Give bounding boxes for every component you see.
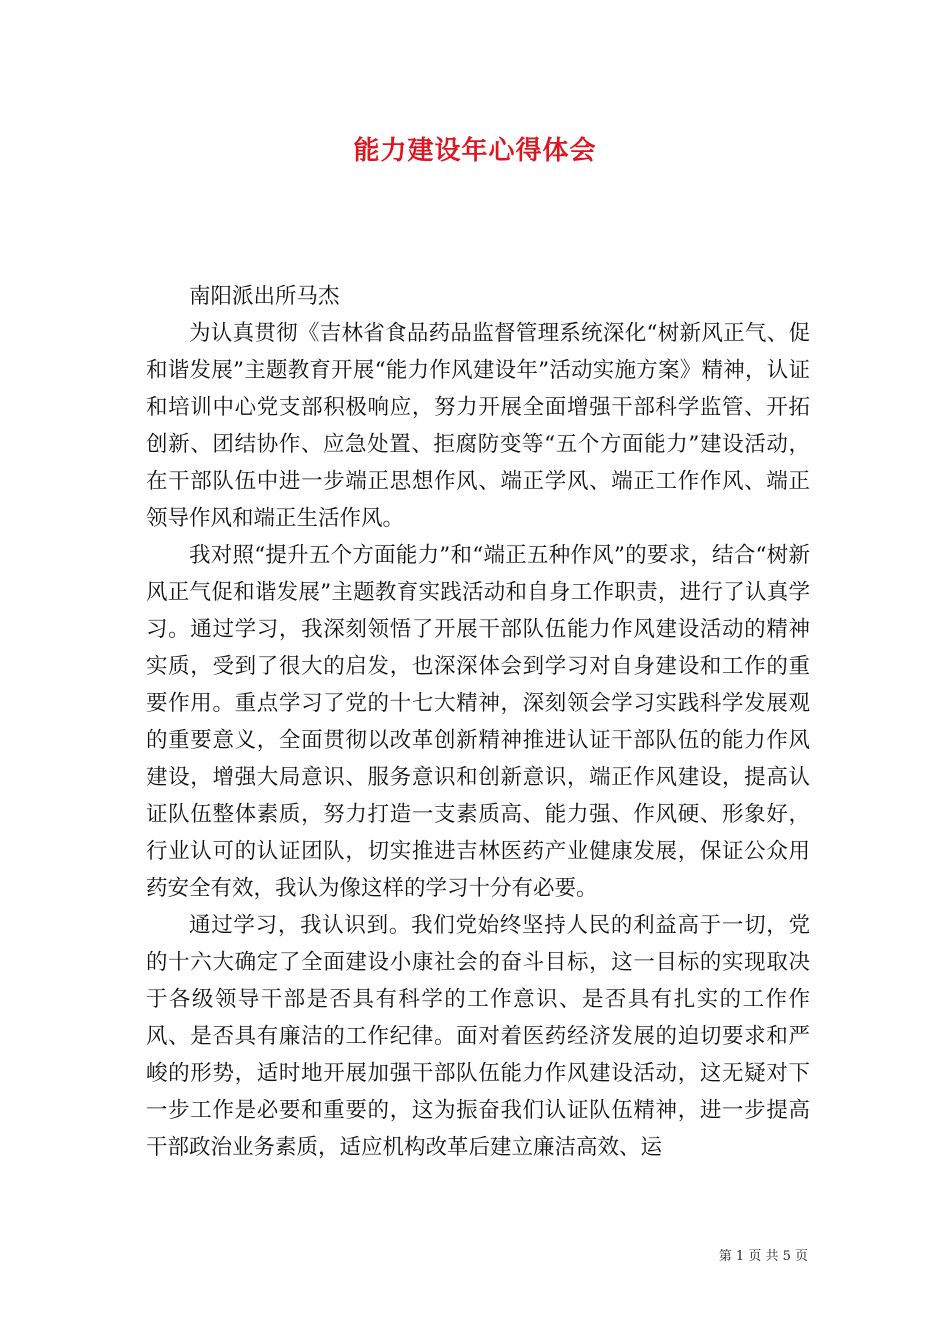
paragraph: 我对照“提升五个方面能力”和“端正五种作风”的要求，结合“树新风正气促和谐发展”主题教育实践活动和自身工作职责，进行了认真学习。通过学习，我深刻领悟了开展干部队伍能力作风建设活动的精神实质，受到了很大的启发，也深深体会到学习对自身建设和工作的重要作用。重点学习了党的十七大精神，深刻领会学习实践科学发展观的重要意义，全面贯彻以改革创新精神推进认证干部队伍的能力作风建设，增强大局意识、服务意识和创新意识，端正作风建设，提高认证队伍整体素质，努力打造一支素质高、能力强、作风硬、形象好，行业认可的认证团队，切实推进吉林医药产业健康发展，保证公众用药安全有效，我认为像这样的学习十分有必要。 (146, 543, 810, 901)
paragraph: 为认真贯彻《吉林省食品药品监督管理系统深化“树新风正气、促和谐发展”主题教育开展“能力作风建设年”活动实施方案》精神，认证和培训中心党支部积极响应，努力开展全面增强干部科学监管、开拓创新、团结协作、应急处置、拒腐防变等“五个方面能力”建设活动，在干部队伍中进一步端正思想作风、端正学风、端正工作作风、端正领导作风和端正生活作风。 (146, 321, 810, 531)
paragraph: 通过学习，我认识到。我们党始终坚持人民的利益高于一切，党的十六大确定了全面建设小康社会的奋斗目标，这一目标的实现取决于各级领导干部是否具有科学的工作意识、是否具有扎实的工作作风、是否具有廉洁的工作纪律。面对着医药经济发展的迫切要求和严峻的形势，适时地开展加强干部队伍能力作风建设活动，这无疑对下一步工作是必要和重要的，这为振奋我们认证队伍精神，进一步提高干部政治业务素质，适应机构改革后建立廉洁高效、运 (146, 913, 810, 1160)
document-title: 能力建设年心得体会 (353, 136, 597, 166)
author-line: 南阳派出所马杰 (189, 284, 340, 309)
document-body (146, 278, 810, 1166)
page-number-footer: 第 1 页 共 5 页 (718, 1249, 808, 1264)
